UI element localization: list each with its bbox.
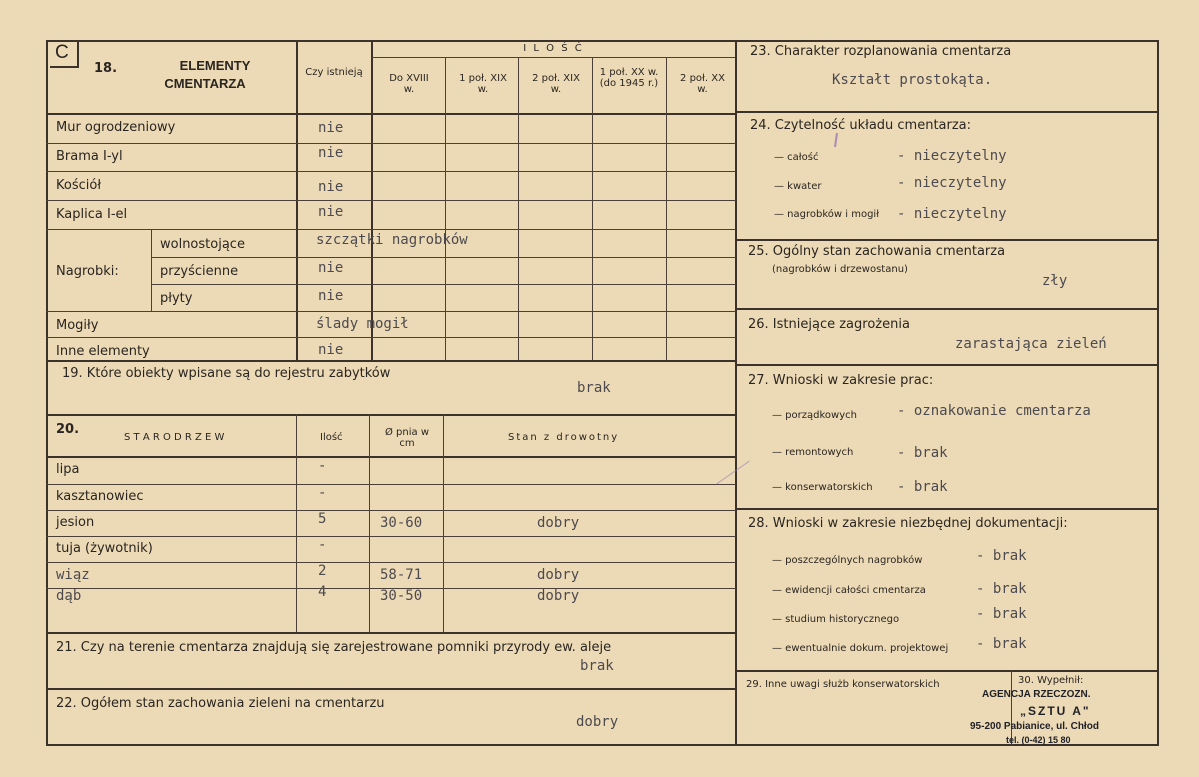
nagrobki-row-label: przyścienne (160, 264, 239, 279)
q24-item-value: - nieczytelny (897, 206, 1007, 222)
stamp-line1: AGENCJA RZECZOZN. (982, 689, 1091, 700)
nagrobki-row-value: szczątki nagrobków (316, 232, 468, 248)
q28-item-label: — studium historycznego (772, 614, 900, 625)
row-label: Kościół (56, 178, 102, 193)
q26-value: zarastająca zieleń (955, 336, 1107, 352)
q27-label: 27. Wnioski w zakresie prac: (748, 373, 934, 388)
starodrzew-title: S T A R O D R Z E W (124, 432, 225, 443)
tree-diameter: 30-50 (380, 588, 423, 604)
stamp-line2: „SZTU A" (1020, 704, 1091, 718)
stamp-line4: tel. (0-42) 15 80 (1006, 735, 1071, 745)
nagrobki-row-value: nie (318, 288, 344, 304)
starodrzew-col-count: Ilość (320, 432, 343, 443)
q27-item-label: — porządkowych (772, 410, 857, 421)
nagrobki-row-label: wolnostojące (160, 237, 245, 252)
q19-label: 19. Które obiekty wpisane są do rejestru zabytków (62, 366, 391, 381)
row-label: Inne elementy (56, 344, 150, 359)
q28-item-value: - brak (976, 606, 1027, 622)
nagrobki-row-value: nie (318, 260, 344, 276)
tree-health: dobry (537, 567, 580, 583)
q28-item-label: — poszczególnych nagrobków (772, 555, 923, 566)
row-value: nie (318, 179, 344, 195)
tree-name: dąb (56, 588, 82, 604)
q25-label: 25. Ogólny stan zachowania cmentarza (748, 244, 1006, 259)
row-value: ślady mogił (316, 316, 409, 332)
tree-name: tuja (żywotnik) (56, 541, 153, 556)
tree-name: wiąz (56, 567, 90, 583)
q28-item-value: - brak (976, 581, 1027, 597)
q28-item-value: - brak (976, 548, 1027, 564)
q27-item-value: - brak (897, 445, 948, 461)
q25-value: zły (1042, 273, 1068, 289)
row-label: Mogiły (56, 318, 99, 333)
col-exists-header: Czy istnieją (305, 67, 363, 78)
pen-mark (716, 461, 749, 485)
pen-mark (834, 133, 838, 147)
period-5: 2 poł. XX w. (680, 73, 725, 95)
row-value: nie (318, 342, 344, 358)
q28-item-label: — ewentualnie dokum. projektowej (772, 643, 949, 654)
q23-value: Kształt prostokąta. (832, 72, 993, 88)
section-title-line2: CMENTARZA (164, 76, 246, 91)
q21-label: 21. Czy na terenie cmentarza znajdują się zarejestrowane pomniki przyrody ew. aleje (56, 640, 612, 655)
stamp-line3: 95-200 Pabianice, ul. Chłod (970, 721, 1099, 732)
q30-label: 30. Wypełnił: (1018, 675, 1084, 686)
q28-item-value: - brak (976, 636, 1027, 652)
starodrzew-col-diam: Ø pnia w cm (385, 427, 429, 449)
nagrobki-label: Nagrobki: (56, 264, 119, 279)
q27-item-value: - brak (897, 479, 948, 495)
tree-diameter: 58-71 (380, 567, 423, 583)
q27-item-value: - oznakowanie cmentarza (897, 403, 1091, 419)
q22-value: dobry (576, 714, 619, 730)
q24-item-value: - nieczytelny (897, 175, 1007, 191)
row-value: nie (318, 204, 344, 220)
q26-label: 26. Istniejące zagrożenia (748, 317, 910, 332)
tree-health: dobry (537, 515, 580, 531)
period-3: 2 poł. XIX w. (532, 73, 580, 95)
tree-name: lipa (56, 462, 80, 477)
q27-item-label: — remontowych (772, 447, 854, 458)
q19-value: brak (577, 380, 611, 396)
q27-item-label: — konserwatorskich (772, 482, 873, 493)
q28-label: 28. Wnioski w zakresie niezbędnej dokumentacji: (748, 516, 1068, 531)
q24-item-label: — nagrobków i mogił (774, 209, 880, 220)
row-value: nie (318, 120, 344, 136)
row-value: nie (318, 145, 344, 161)
tree-diameter: 30-60 (380, 515, 423, 531)
section-number: 18. (94, 61, 118, 76)
tree-health: dobry (537, 588, 580, 604)
q24-label: 24. Czytelność układu cmentarza: (750, 118, 972, 133)
period-2: 1 poł. XIX w. (459, 73, 507, 95)
row-label: Brama I-yl (56, 149, 123, 164)
period-4: 1 poł. XX w. (do 1945 r.) (599, 67, 659, 89)
section-title-line1: ELEMENTY (179, 58, 251, 73)
tree-name: kasztanowiec (56, 489, 144, 504)
q24-item-label: — całość (774, 152, 819, 163)
tree-name: jesion (56, 515, 95, 530)
section-letter: C (55, 42, 69, 63)
tree-count: 4 (318, 584, 327, 600)
q22-label: 22. Ogółem stan zachowania zieleni na cmentarzu (56, 696, 385, 711)
ilosc-header: I L O Ś Ć (523, 43, 584, 54)
tree-count: - (318, 485, 327, 501)
starodrzew-number: 20. (56, 422, 80, 437)
tree-count: 2 (318, 563, 327, 579)
q23-label: 23. Charakter rozplanowania cmentarza (750, 44, 1012, 59)
q29-label: 29. Inne uwagi służb konserwatorskich (746, 679, 940, 690)
period-1: Do XVIII w. (389, 73, 429, 95)
q21-value: brak (580, 658, 614, 674)
q24-item-value: - nieczytelny (897, 148, 1007, 164)
q24-item-label: — kwater (774, 181, 822, 192)
q28-item-label: — ewidencji całości cmentarza (772, 585, 926, 596)
tree-count: 5 (318, 511, 327, 527)
starodrzew-col-health: Stan z drowotny (508, 432, 620, 443)
row-label: Mur ogrodzeniowy (56, 120, 176, 135)
row-label: Kaplica I-el (56, 207, 128, 222)
tree-count: - (318, 458, 327, 474)
q25-sub: (nagrobków i drzewostanu) (772, 264, 908, 275)
nagrobki-row-label: płyty (160, 291, 193, 306)
tree-count: - (318, 537, 327, 553)
